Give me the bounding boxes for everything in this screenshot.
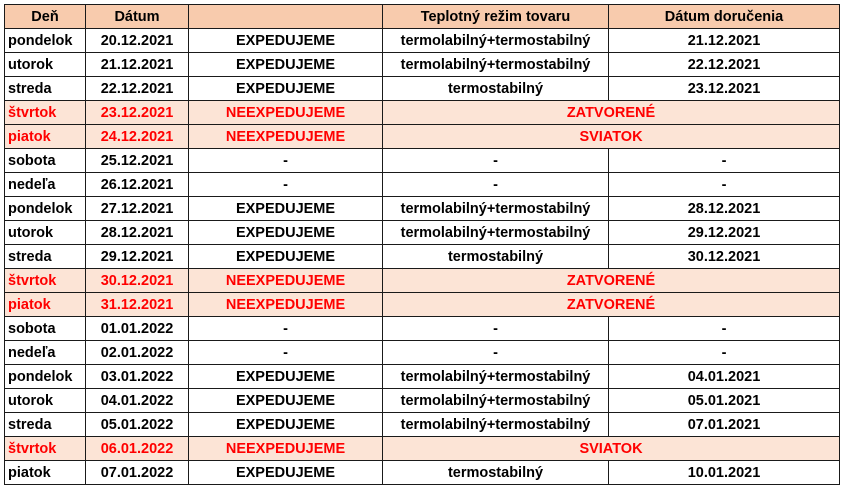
delivery-date-cell: - <box>609 317 840 341</box>
status-cell: NEEXPEDUJEME <box>189 125 383 149</box>
status-cell: - <box>189 173 383 197</box>
closure-note-cell: ZATVORENÉ <box>383 101 840 125</box>
table-row <box>5 197 840 221</box>
delivery-date-cell: 10.01.2021 <box>609 461 840 485</box>
day-cell: sobota <box>5 317 86 341</box>
table-row <box>5 461 840 485</box>
temperature-mode-cell: - <box>383 173 609 197</box>
table-row <box>5 53 840 77</box>
date-cell: 31.12.2021 <box>86 293 189 317</box>
temperature-mode-cell: termostabilný <box>383 461 609 485</box>
delivery-date-cell: 29.12.2021 <box>609 221 840 245</box>
table-row <box>5 125 840 149</box>
day-cell: piatok <box>5 293 86 317</box>
delivery-date-cell: 04.01.2021 <box>609 365 840 389</box>
table-row <box>5 221 840 245</box>
table-row <box>5 317 840 341</box>
day-cell: pondelok <box>5 29 86 53</box>
date-cell: 30.12.2021 <box>86 269 189 293</box>
day-cell: štvrtok <box>5 269 86 293</box>
header-row <box>5 5 840 29</box>
delivery-date-cell: - <box>609 341 840 365</box>
table-row <box>5 389 840 413</box>
temperature-mode-cell: termolabilný+termostabilný <box>383 53 609 77</box>
temperature-mode-cell: termolabilný+termostabilný <box>383 389 609 413</box>
day-cell: pondelok <box>5 365 86 389</box>
temperature-mode-cell: termolabilný+termostabilný <box>383 365 609 389</box>
status-cell: - <box>189 341 383 365</box>
date-cell: 29.12.2021 <box>86 245 189 269</box>
date-cell: 23.12.2021 <box>86 101 189 125</box>
day-cell: štvrtok <box>5 101 86 125</box>
table-row <box>5 269 840 293</box>
date-cell: 05.01.2022 <box>86 413 189 437</box>
table-row <box>5 29 840 53</box>
delivery-date-cell: 05.01.2021 <box>609 389 840 413</box>
status-cell: EXPEDUJEME <box>189 413 383 437</box>
temperature-mode-cell: termostabilný <box>383 245 609 269</box>
table-row <box>5 173 840 197</box>
delivery-date-cell: - <box>609 149 840 173</box>
date-cell: 04.01.2022 <box>86 389 189 413</box>
delivery-date-cell: 23.12.2021 <box>609 77 840 101</box>
date-cell: 28.12.2021 <box>86 221 189 245</box>
date-cell: 02.01.2022 <box>86 341 189 365</box>
header-day: Deň <box>5 5 86 29</box>
temperature-mode-cell: termolabilný+termostabilný <box>383 29 609 53</box>
status-cell: - <box>189 317 383 341</box>
date-cell: 06.01.2022 <box>86 437 189 461</box>
table-body <box>5 29 840 485</box>
status-cell: NEEXPEDUJEME <box>189 269 383 293</box>
table-row <box>5 245 840 269</box>
status-cell: NEEXPEDUJEME <box>189 437 383 461</box>
date-cell: 20.12.2021 <box>86 29 189 53</box>
date-cell: 24.12.2021 <box>86 125 189 149</box>
delivery-date-cell: 07.01.2021 <box>609 413 840 437</box>
closure-note-cell: ZATVORENÉ <box>383 293 840 317</box>
shipping-schedule-table <box>4 4 840 485</box>
date-cell: 25.12.2021 <box>86 149 189 173</box>
temperature-mode-cell: termolabilný+termostabilný <box>383 221 609 245</box>
date-cell: 21.12.2021 <box>86 53 189 77</box>
status-cell: EXPEDUJEME <box>189 77 383 101</box>
delivery-date-cell: 30.12.2021 <box>609 245 840 269</box>
table-row <box>5 365 840 389</box>
status-cell: EXPEDUJEME <box>189 389 383 413</box>
day-cell: streda <box>5 413 86 437</box>
temperature-mode-cell: - <box>383 341 609 365</box>
day-cell: utorok <box>5 389 86 413</box>
closure-note-cell: SVIATOK <box>383 437 840 461</box>
status-cell: EXPEDUJEME <box>189 53 383 77</box>
status-cell: EXPEDUJEME <box>189 365 383 389</box>
status-cell: NEEXPEDUJEME <box>189 293 383 317</box>
status-cell: - <box>189 149 383 173</box>
status-cell: EXPEDUJEME <box>189 29 383 53</box>
table-row <box>5 77 840 101</box>
temperature-mode-cell: - <box>383 149 609 173</box>
day-cell: piatok <box>5 125 86 149</box>
day-cell: sobota <box>5 149 86 173</box>
header-delivery-date: Dátum doručenia <box>609 5 840 29</box>
table-row <box>5 101 840 125</box>
day-cell: utorok <box>5 53 86 77</box>
day-cell: nedeľa <box>5 173 86 197</box>
date-cell: 01.01.2022 <box>86 317 189 341</box>
delivery-date-cell: 28.12.2021 <box>609 197 840 221</box>
delivery-date-cell: 21.12.2021 <box>609 29 840 53</box>
day-cell: štvrtok <box>5 437 86 461</box>
day-cell: nedeľa <box>5 341 86 365</box>
date-cell: 27.12.2021 <box>86 197 189 221</box>
temperature-mode-cell: termolabilný+termostabilný <box>383 413 609 437</box>
day-cell: piatok <box>5 461 86 485</box>
date-cell: 07.01.2022 <box>86 461 189 485</box>
day-cell: streda <box>5 77 86 101</box>
header-status <box>189 5 383 29</box>
day-cell: streda <box>5 245 86 269</box>
delivery-date-cell: 22.12.2021 <box>609 53 840 77</box>
table-row <box>5 413 840 437</box>
temperature-mode-cell: termostabilný <box>383 77 609 101</box>
status-cell: EXPEDUJEME <box>189 197 383 221</box>
table-row <box>5 293 840 317</box>
table-row <box>5 341 840 365</box>
day-cell: pondelok <box>5 197 86 221</box>
delivery-date-cell: - <box>609 173 840 197</box>
date-cell: 26.12.2021 <box>86 173 189 197</box>
table-row <box>5 437 840 461</box>
status-cell: EXPEDUJEME <box>189 245 383 269</box>
date-cell: 03.01.2022 <box>86 365 189 389</box>
closure-note-cell: SVIATOK <box>383 125 840 149</box>
closure-note-cell: ZATVORENÉ <box>383 269 840 293</box>
status-cell: EXPEDUJEME <box>189 461 383 485</box>
header-date: Dátum <box>86 5 189 29</box>
date-cell: 22.12.2021 <box>86 77 189 101</box>
day-cell: utorok <box>5 221 86 245</box>
status-cell: NEEXPEDUJEME <box>189 101 383 125</box>
temperature-mode-cell: - <box>383 317 609 341</box>
table-row <box>5 149 840 173</box>
temperature-mode-cell: termolabilný+termostabilný <box>383 197 609 221</box>
header-temperature-mode: Teplotný režim tovaru <box>383 5 609 29</box>
status-cell: EXPEDUJEME <box>189 221 383 245</box>
